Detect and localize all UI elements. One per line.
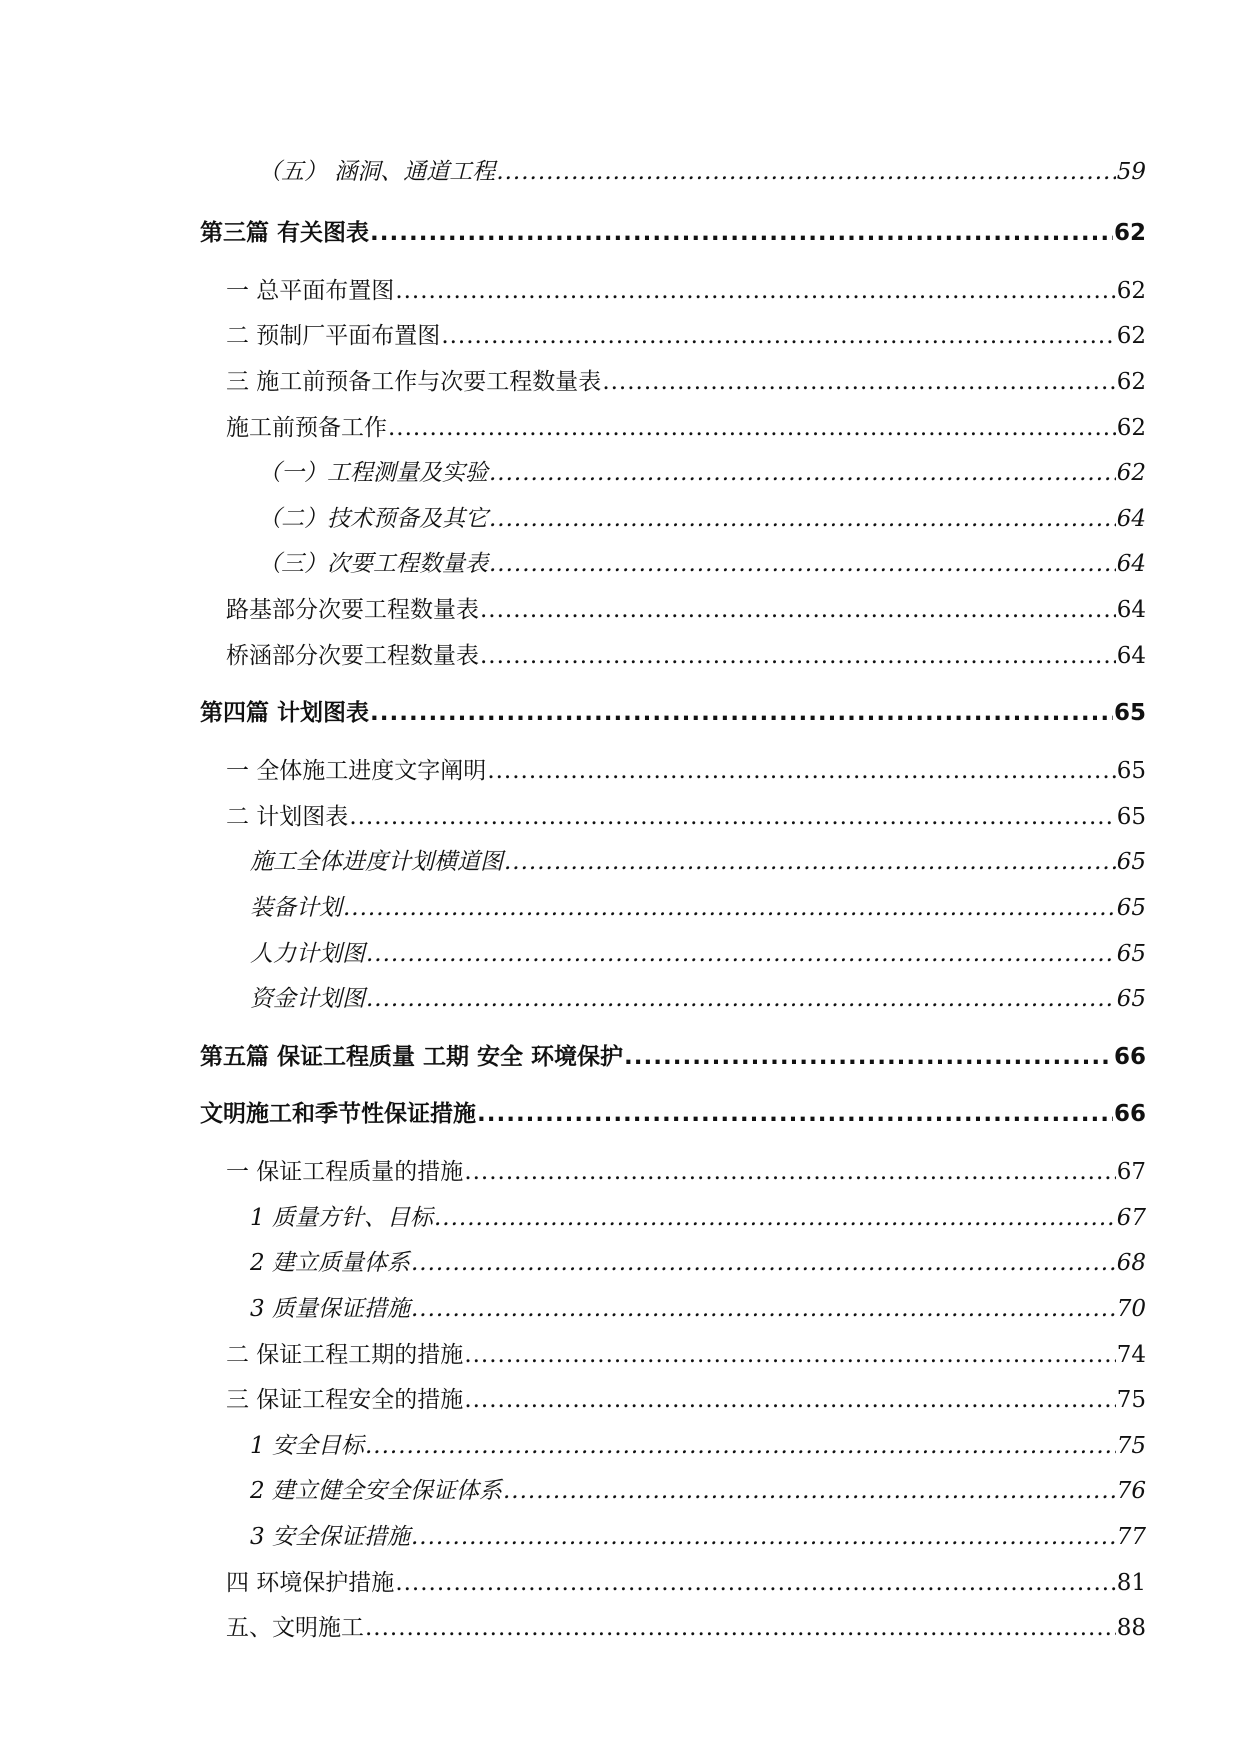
toc-page-number: 64 xyxy=(1116,643,1146,669)
toc-entry-part[interactable] xyxy=(200,697,1146,729)
toc-entry-label: 一 保证工程质量的措施 xyxy=(226,1159,464,1185)
toc-entry[interactable] xyxy=(250,1202,1146,1234)
toc-page-number: 65 xyxy=(1113,700,1146,726)
toc-page-number: 68 xyxy=(1116,1250,1146,1276)
toc-entry-label: 装备计划 xyxy=(250,895,342,921)
toc-page-number: 65 xyxy=(1116,895,1146,921)
toc-entry-label: （五） 涵洞、通道工程 xyxy=(258,159,496,185)
toc-leader-dots xyxy=(395,1567,1115,1599)
toc-entry-label: 1 安全目标 xyxy=(250,1433,364,1459)
toc-entry-label: 一 总平面布置图 xyxy=(226,278,395,304)
toc-entry[interactable] xyxy=(250,892,1146,924)
toc-entry-label: 四 环境保护措施 xyxy=(226,1570,395,1596)
toc-leader-dots xyxy=(477,1098,1113,1130)
toc-entry-label: 二 计划图表 xyxy=(226,804,349,830)
toc-entry[interactable] xyxy=(226,366,1146,398)
toc-entry-label: 一 全体施工进度文字阐明 xyxy=(226,758,487,784)
toc-entry-label: （一）工程测量及实验 xyxy=(258,460,488,486)
toc-entry-label: 三 保证工程安全的措施 xyxy=(226,1387,464,1413)
toc-leader-dots xyxy=(365,1612,1116,1644)
toc-leader-dots xyxy=(395,275,1115,307)
toc-entry[interactable] xyxy=(250,1475,1146,1507)
toc-entry-label: 施工全体进度计划横道图 xyxy=(250,849,503,875)
toc-leader-dots xyxy=(366,938,1116,970)
toc-entry-label: 二 预制厂平面布置图 xyxy=(226,323,441,349)
toc-leader-dots xyxy=(464,1156,1115,1188)
toc-page-number: 65 xyxy=(1116,849,1146,875)
toc-entry[interactable] xyxy=(250,1430,1146,1462)
toc-leader-dots xyxy=(370,697,1113,729)
toc-entry-label: 施工前预备工作 xyxy=(226,415,387,441)
toc-page-number: 70 xyxy=(1116,1296,1146,1322)
toc-entry[interactable] xyxy=(226,755,1146,787)
toc-leader-dots xyxy=(343,892,1116,924)
toc-entry[interactable] xyxy=(250,938,1146,970)
toc-entry-label: 第四篇 计划图表 xyxy=(200,700,370,726)
toc-entry-label: 第三篇 有关图表 xyxy=(200,220,370,246)
toc-entry[interactable] xyxy=(226,801,1146,833)
toc-page-number: 62 xyxy=(1116,323,1146,349)
toc-leader-dots xyxy=(411,1247,1116,1279)
toc-entry[interactable] xyxy=(226,412,1146,444)
toc-entry[interactable] xyxy=(226,320,1146,352)
toc-leader-dots xyxy=(411,1293,1116,1325)
toc-entry-part[interactable] xyxy=(200,1041,1146,1073)
toc-page-number: 65 xyxy=(1116,941,1146,967)
toc-entry[interactable] xyxy=(258,156,1146,188)
toc-page-number: 75 xyxy=(1116,1433,1146,1459)
toc-page-number: 64 xyxy=(1116,551,1146,577)
toc-entry-label: 2 建立健全安全保证体系 xyxy=(250,1478,502,1504)
toc-entry-part[interactable] xyxy=(200,217,1146,249)
toc-leader-dots xyxy=(388,412,1116,444)
toc-entry[interactable] xyxy=(258,548,1146,580)
toc-leader-dots xyxy=(441,320,1115,352)
toc-entry[interactable] xyxy=(226,1339,1146,1371)
toc-page-number: 65 xyxy=(1116,986,1146,1012)
toc-entry[interactable] xyxy=(250,983,1146,1015)
toc-page-number: 65 xyxy=(1116,758,1146,784)
toc-page-number: 62 xyxy=(1113,220,1146,246)
toc-entry-label: 三 施工前预备工作与次要工程数量表 xyxy=(226,369,602,395)
toc-leader-dots xyxy=(366,983,1116,1015)
toc-entry[interactable] xyxy=(226,1384,1146,1416)
toc-entry[interactable] xyxy=(226,275,1146,307)
toc-page-number: 62 xyxy=(1116,460,1146,486)
toc-page-number: 74 xyxy=(1116,1342,1146,1368)
toc-page-number: 81 xyxy=(1116,1570,1146,1596)
toc-leader-dots xyxy=(624,1041,1113,1073)
toc-page-number: 59 xyxy=(1116,159,1146,185)
toc-leader-dots xyxy=(464,1384,1115,1416)
toc-page-number: 66 xyxy=(1113,1101,1146,1127)
toc-page-number: 67 xyxy=(1116,1205,1146,1231)
toc-entry-part[interactable] xyxy=(200,1098,1146,1130)
toc-leader-dots xyxy=(496,156,1115,188)
toc-entry-label: 路基部分次要工程数量表 xyxy=(226,597,479,623)
toc-leader-dots xyxy=(504,846,1116,878)
toc-page-number: 62 xyxy=(1116,415,1146,441)
toc-entry-label: 3 安全保证措施 xyxy=(250,1524,410,1550)
toc-entry[interactable] xyxy=(226,640,1146,672)
toc-entry-label: 2 建立质量体系 xyxy=(250,1250,410,1276)
toc-entry[interactable] xyxy=(226,1156,1146,1188)
toc-entry[interactable] xyxy=(258,503,1146,535)
toc-entry[interactable] xyxy=(250,1293,1146,1325)
toc-entry-label: 资金计划图 xyxy=(250,986,365,1012)
toc-entry[interactable] xyxy=(250,1521,1146,1553)
toc-entry-label: 文明施工和季节性保证措施 xyxy=(200,1101,476,1127)
toc-page-number: 77 xyxy=(1116,1524,1146,1550)
toc-leader-dots xyxy=(464,1339,1115,1371)
toc-entry-label: 3 质量保证措施 xyxy=(250,1296,410,1322)
toc-page-number: 64 xyxy=(1116,506,1146,532)
toc-entry[interactable] xyxy=(250,846,1146,878)
toc-page-number: 76 xyxy=(1116,1478,1146,1504)
toc-entry[interactable] xyxy=(258,457,1146,489)
toc-entry[interactable] xyxy=(226,1567,1146,1599)
toc-leader-dots xyxy=(489,548,1116,580)
toc-leader-dots xyxy=(489,457,1116,489)
toc-entry-label: 第五篇 保证工程质量 工期 安全 环境保护 xyxy=(200,1044,624,1070)
toc-page-number: 62 xyxy=(1116,278,1146,304)
toc-entry-label: 人力计划图 xyxy=(250,941,365,967)
toc-entry-label: 五、文明施工 xyxy=(226,1615,364,1641)
toc-page-number: 75 xyxy=(1116,1387,1146,1413)
toc-leader-dots xyxy=(349,801,1115,833)
toc-page-number: 62 xyxy=(1116,369,1146,395)
toc-entry[interactable] xyxy=(250,1247,1146,1279)
toc-leader-dots xyxy=(434,1202,1116,1234)
toc-page-number: 66 xyxy=(1113,1044,1146,1070)
toc-leader-dots xyxy=(480,640,1116,672)
toc-page-number: 88 xyxy=(1116,1615,1146,1641)
toc-entry[interactable] xyxy=(226,1612,1146,1644)
toc-entry-label: （三）次要工程数量表 xyxy=(258,551,488,577)
toc-leader-dots xyxy=(489,503,1116,535)
toc-page-number: 67 xyxy=(1116,1159,1146,1185)
toc-entry-label: 1 质量方针、目标 xyxy=(250,1205,433,1231)
toc-leader-dots xyxy=(365,1430,1116,1462)
toc-entry-label: （二）技术预备及其它 xyxy=(258,506,488,532)
toc-leader-dots xyxy=(370,217,1113,249)
toc-leader-dots xyxy=(411,1521,1116,1553)
toc-leader-dots xyxy=(480,594,1116,626)
toc-leader-dots xyxy=(602,366,1115,398)
toc-entry[interactable] xyxy=(226,594,1146,626)
toc-leader-dots xyxy=(503,1475,1116,1507)
toc-entry-label: 桥涵部分次要工程数量表 xyxy=(226,643,479,669)
toc-page-number: 64 xyxy=(1116,597,1146,623)
toc-page-number: 65 xyxy=(1116,804,1146,830)
toc-leader-dots xyxy=(487,755,1115,787)
toc-entry-label: 二 保证工程工期的措施 xyxy=(226,1342,464,1368)
